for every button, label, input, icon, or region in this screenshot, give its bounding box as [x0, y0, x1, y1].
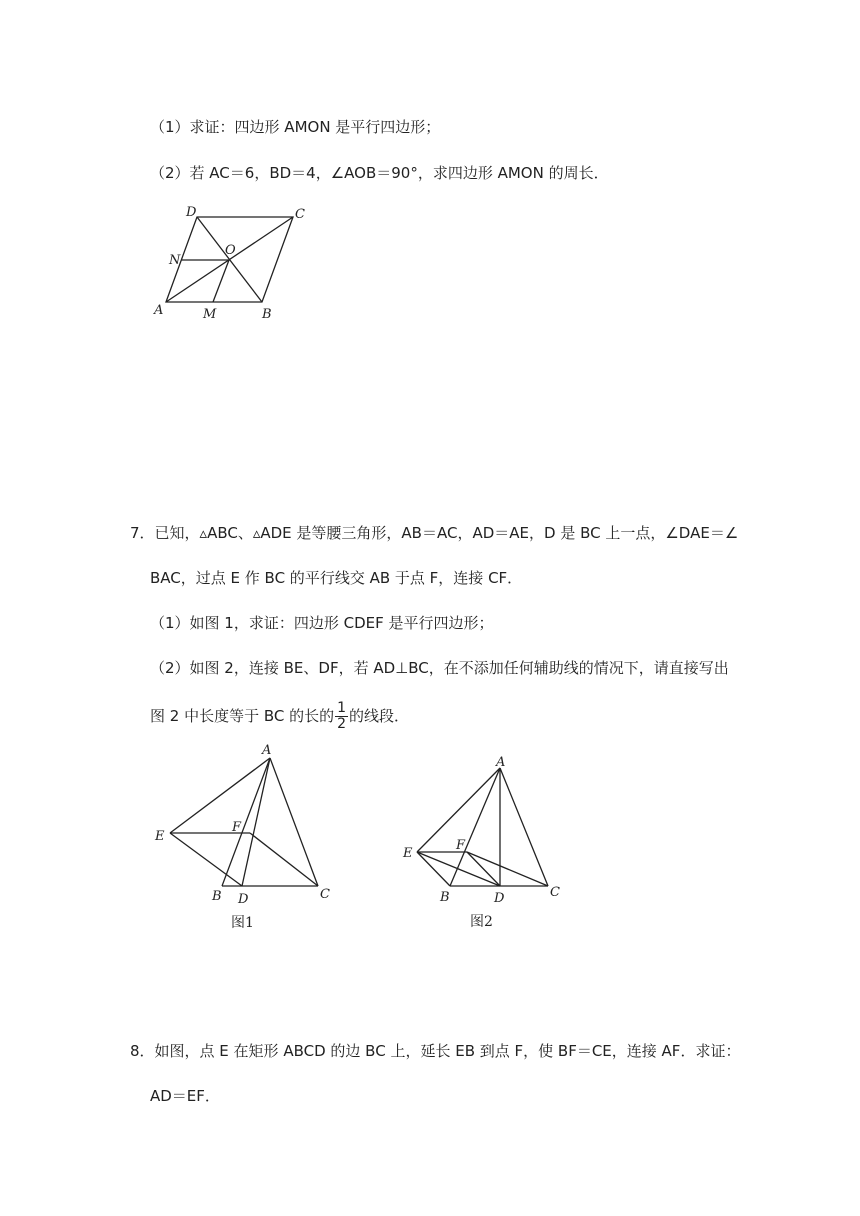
fig2-label-a: A — [496, 755, 506, 770]
label-b: B — [262, 307, 272, 322]
fraction-one-half — [335, 701, 348, 732]
problem7-line1: 7．已知，▵ABC、▵ADE 是等腰三角形，AB＝AC，AD＝AE，D 是 BC 上一点，∠DAE＝∠ — [130, 524, 739, 542]
fig1-label-c: C — [320, 887, 330, 902]
problem6-part1: （1）求证：四边形 AMON 是平行四边形； — [150, 118, 441, 136]
label-d: D — [186, 205, 197, 220]
fig1-label-a: A — [262, 743, 272, 758]
label-n: N — [169, 253, 181, 268]
label-m: M — [203, 307, 217, 322]
fraction-denominator: 2 — [337, 716, 347, 732]
segment-mo — [213, 260, 229, 302]
fig2-caption: 图2 — [470, 914, 493, 930]
problem6-figure — [140, 200, 320, 330]
fraction-numerator: 1 — [337, 700, 347, 716]
problem7-part1: （1）如图 1，求证：四边形 CDEF 是平行四边形； — [150, 614, 494, 632]
problem7-line5-before: 图 2 中长度等于 BC 的长的 — [150, 707, 335, 725]
problem8-line1: 8．如图，点 E 在矩形 ABCD 的边 BC 上，延长 EB 到点 F，使 BF＝CE，连接 AF．求证： — [130, 1042, 741, 1060]
label-o: O — [225, 243, 236, 258]
fig2-label-b: B — [440, 890, 450, 905]
segment-df — [467, 852, 500, 886]
segment-ed — [417, 852, 500, 886]
problem7-part2: （2）如图 2，连接 BE、DF，若 AD⊥BC，在不添加任何辅助线的情况下，请直接写出 — [150, 659, 729, 677]
label-c: C — [295, 207, 305, 222]
fig2-label-f: F — [456, 838, 466, 853]
fig2-label-c: C — [550, 885, 560, 900]
problem6-part2: （2）若 AC＝6，BD＝4，∠AOB＝90°，求四边形 AMON 的周长． — [150, 164, 609, 182]
problem7-figure1 — [150, 740, 350, 935]
fig1-label-e: E — [155, 829, 165, 844]
fig1-caption: 图1 — [231, 915, 254, 931]
segment-be — [417, 852, 450, 886]
segment-ae — [170, 758, 270, 833]
label-a: A — [154, 303, 164, 318]
problem8-line2: AD＝EF． — [150, 1087, 220, 1105]
problem7-figure2 — [395, 750, 575, 935]
fig1-label-d: D — [238, 892, 249, 907]
problem7-line5-after: 的线段． — [349, 707, 410, 725]
fig2-label-e: E — [403, 846, 413, 861]
fig2-label-d: D — [494, 891, 505, 906]
segment-ed — [170, 833, 242, 886]
problem7-line5 — [150, 700, 409, 732]
problem7-line2: BAC，过点 E 作 BC 的平行线交 AB 于点 F，连接 CF． — [150, 569, 523, 587]
fig1-label-b: B — [212, 889, 222, 904]
fig1-label-f: F — [232, 820, 242, 835]
